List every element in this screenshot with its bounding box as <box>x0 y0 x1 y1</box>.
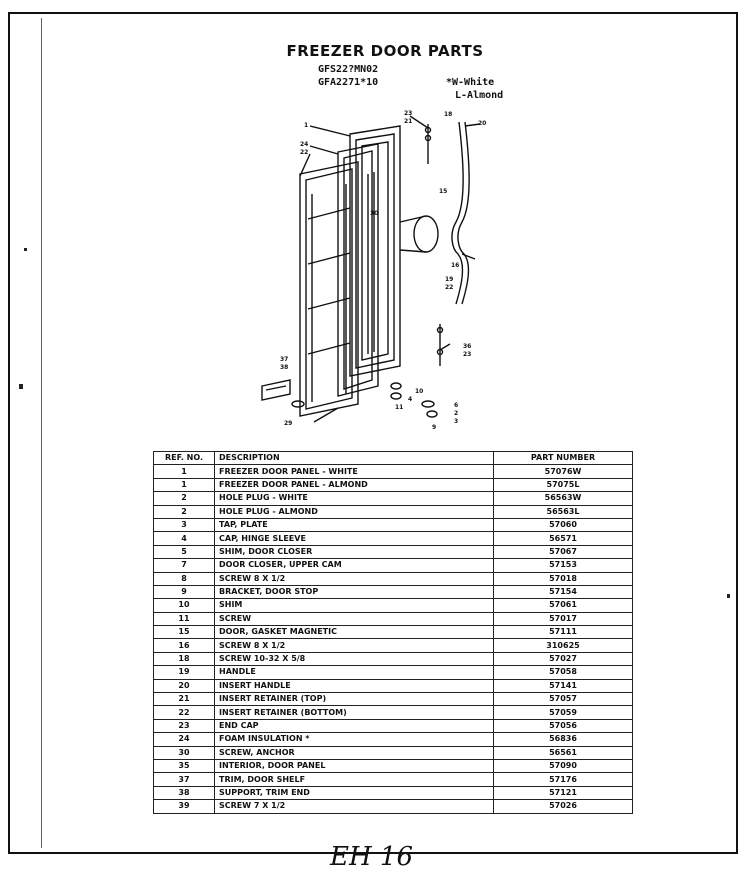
cell-ref-no: 7 <box>154 559 215 572</box>
callout-22b: 22 <box>445 284 454 291</box>
callout-10: 10 <box>415 388 424 395</box>
cell-part-number: 57067 <box>494 545 633 558</box>
scan-speck <box>19 384 23 389</box>
cell-part-number: 57061 <box>494 599 633 612</box>
callout-16: 16 <box>451 262 460 269</box>
cell-part-number: 57058 <box>494 666 633 679</box>
table-row <box>154 599 633 612</box>
color-code-almond: L-Almond <box>455 90 504 101</box>
page-title: FREEZER DOOR PARTS <box>286 42 484 60</box>
table-row <box>154 559 633 572</box>
callout-23: 23 <box>404 110 413 117</box>
cell-part-number: 56836 <box>494 733 633 746</box>
cell-part-number: 57027 <box>494 652 633 665</box>
table-row <box>154 639 633 652</box>
callout-22: 22 <box>300 149 309 156</box>
cell-part-number: 56563L <box>494 505 633 518</box>
cell-description: HOLE PLUG - ALMOND <box>215 505 494 518</box>
cell-ref-no: 30 <box>154 746 215 759</box>
table-row <box>154 492 633 505</box>
table-row <box>154 679 633 692</box>
callout-29: 29 <box>284 420 293 427</box>
table-row <box>154 666 633 679</box>
cell-part-number: 56563W <box>494 492 633 505</box>
color-code-white: *W-White <box>446 77 495 88</box>
cell-description: DOOR CLOSER, UPPER CAM <box>215 559 494 572</box>
callout-37: 37 <box>280 356 289 363</box>
cell-ref-no: 9 <box>154 585 215 598</box>
cell-ref-no: 24 <box>154 733 215 746</box>
cell-part-number: 56571 <box>494 532 633 545</box>
table-row <box>154 626 633 639</box>
table-row <box>154 465 633 478</box>
cell-ref-no: 23 <box>154 719 215 732</box>
cell-part-number: 57121 <box>494 786 633 799</box>
table-row <box>154 478 633 491</box>
cell-ref-no: 2 <box>154 505 215 518</box>
cell-description: INTERIOR, DOOR PANEL <box>215 759 494 772</box>
cell-part-number: 57153 <box>494 559 633 572</box>
table-row <box>154 652 633 665</box>
table-row <box>154 733 633 746</box>
cell-description: INSERT RETAINER (TOP) <box>215 693 494 706</box>
cell-description: FREEZER DOOR PANEL - ALMOND <box>215 478 494 491</box>
callout-24: 24 <box>300 141 309 148</box>
callout-21: 21 <box>404 118 413 125</box>
callout-20: 20 <box>478 120 487 127</box>
cell-part-number: 57075L <box>494 478 633 491</box>
cell-description: INSERT HANDLE <box>215 679 494 692</box>
table-row <box>154 773 633 786</box>
cell-description: SHIM, DOOR CLOSER <box>215 545 494 558</box>
cell-part-number: 57076W <box>494 465 633 478</box>
cell-part-number: 57111 <box>494 626 633 639</box>
cell-ref-no: 4 <box>154 532 215 545</box>
table-row <box>154 759 633 772</box>
table-row <box>154 786 633 799</box>
cell-part-number: 57056 <box>494 719 633 732</box>
table-row <box>154 545 633 558</box>
cell-description: BRACKET, DOOR STOP <box>215 585 494 598</box>
cell-description: TRIM, DOOR SHELF <box>215 773 494 786</box>
cell-ref-no: 2 <box>154 492 215 505</box>
cell-part-number: 57176 <box>494 773 633 786</box>
cell-part-number: 57018 <box>494 572 633 585</box>
exploded-door-diagram <box>250 104 510 434</box>
handwritten-note: EH 16 <box>330 842 414 872</box>
cell-description: SCREW 8 X 1/2 <box>215 572 494 585</box>
cell-part-number: 57090 <box>494 759 633 772</box>
interior-panel-outline <box>300 162 358 416</box>
cell-description: SCREW 8 X 1/2 <box>215 639 494 652</box>
cell-ref-no: 1 <box>154 465 215 478</box>
scan-speck <box>727 594 730 598</box>
cell-description: FREEZER DOOR PANEL - WHITE <box>215 465 494 478</box>
cell-ref-no: 35 <box>154 759 215 772</box>
cell-description: SCREW 10-32 X 5/8 <box>215 652 494 665</box>
cell-ref-no: 18 <box>154 652 215 665</box>
cell-ref-no: 10 <box>154 599 215 612</box>
table-row <box>154 612 633 625</box>
cell-part-number: 57060 <box>494 518 633 531</box>
cell-part-number: 57026 <box>494 800 633 813</box>
callout-23b: 23 <box>463 351 472 358</box>
callout-3: 3 <box>454 418 459 425</box>
model-number-1: GFS22?MN02 <box>318 64 379 75</box>
cell-ref-no: 3 <box>154 518 215 531</box>
cell-ref-no: 16 <box>154 639 215 652</box>
callout-11: 11 <box>395 404 404 411</box>
table-row <box>154 532 633 545</box>
callout-19: 19 <box>445 276 454 283</box>
cell-part-number: 57059 <box>494 706 633 719</box>
cell-description: FOAM INSULATION * <box>215 733 494 746</box>
table-row <box>154 800 633 813</box>
cell-description: HANDLE <box>215 666 494 679</box>
table-row <box>154 746 633 759</box>
table-row <box>154 572 633 585</box>
header-part-number: PART NUMBER <box>494 452 633 465</box>
cell-part-number: 57154 <box>494 585 633 598</box>
header-description: DESCRIPTION <box>215 452 494 465</box>
cell-ref-no: 22 <box>154 706 215 719</box>
model-number-2: GFA2271*10 <box>318 77 379 88</box>
table-row <box>154 585 633 598</box>
callout-1: 1 <box>304 122 309 129</box>
cell-ref-no: 39 <box>154 800 215 813</box>
callout-2: 2 <box>454 410 459 417</box>
table-row <box>154 693 633 706</box>
callout-9: 9 <box>432 424 437 431</box>
header-ref-no: REF. NO. <box>154 452 215 465</box>
callout-36: 36 <box>463 343 472 350</box>
cell-ref-no: 8 <box>154 572 215 585</box>
scan-speck <box>24 248 27 251</box>
binding-line <box>41 18 42 848</box>
table-row <box>154 719 633 732</box>
table-header-row <box>154 452 633 465</box>
cell-part-number: 56561 <box>494 746 633 759</box>
cell-ref-no: 20 <box>154 679 215 692</box>
cell-description: CAP, HINGE SLEEVE <box>215 532 494 545</box>
cell-ref-no: 37 <box>154 773 215 786</box>
cell-ref-no: 21 <box>154 693 215 706</box>
table-row <box>154 706 633 719</box>
cell-ref-no: 19 <box>154 666 215 679</box>
cell-description: DOOR, GASKET MAGNETIC <box>215 626 494 639</box>
cell-description: SCREW <box>215 612 494 625</box>
cell-description: END CAP <box>215 719 494 732</box>
callout-15: 15 <box>439 188 448 195</box>
cell-description: INSERT RETAINER (BOTTOM) <box>215 706 494 719</box>
callout-18: 18 <box>444 111 453 118</box>
cell-part-number: 57057 <box>494 693 633 706</box>
cell-part-number: 57141 <box>494 679 633 692</box>
table-row <box>154 518 633 531</box>
cell-description: SCREW, ANCHOR <box>215 746 494 759</box>
cell-description: SHIM <box>215 599 494 612</box>
cell-ref-no: 5 <box>154 545 215 558</box>
cell-ref-no: 38 <box>154 786 215 799</box>
cell-ref-no: 11 <box>154 612 215 625</box>
cell-description: SUPPORT, TRIM END <box>215 786 494 799</box>
callout-4: 4 <box>408 396 413 403</box>
cell-part-number: 310625 <box>494 639 633 652</box>
cell-description: SCREW 7 X 1/2 <box>215 800 494 813</box>
callout-38: 38 <box>280 364 289 371</box>
cell-ref-no: 15 <box>154 626 215 639</box>
table-row <box>154 505 633 518</box>
callout-30: 30 <box>370 210 379 217</box>
callout-6: 6 <box>454 402 459 409</box>
cell-description: TAP, PLATE <box>215 518 494 531</box>
cell-part-number: 57017 <box>494 612 633 625</box>
parts-table <box>153 451 633 814</box>
cell-description: HOLE PLUG - WHITE <box>215 492 494 505</box>
cell-ref-no: 1 <box>154 478 215 491</box>
